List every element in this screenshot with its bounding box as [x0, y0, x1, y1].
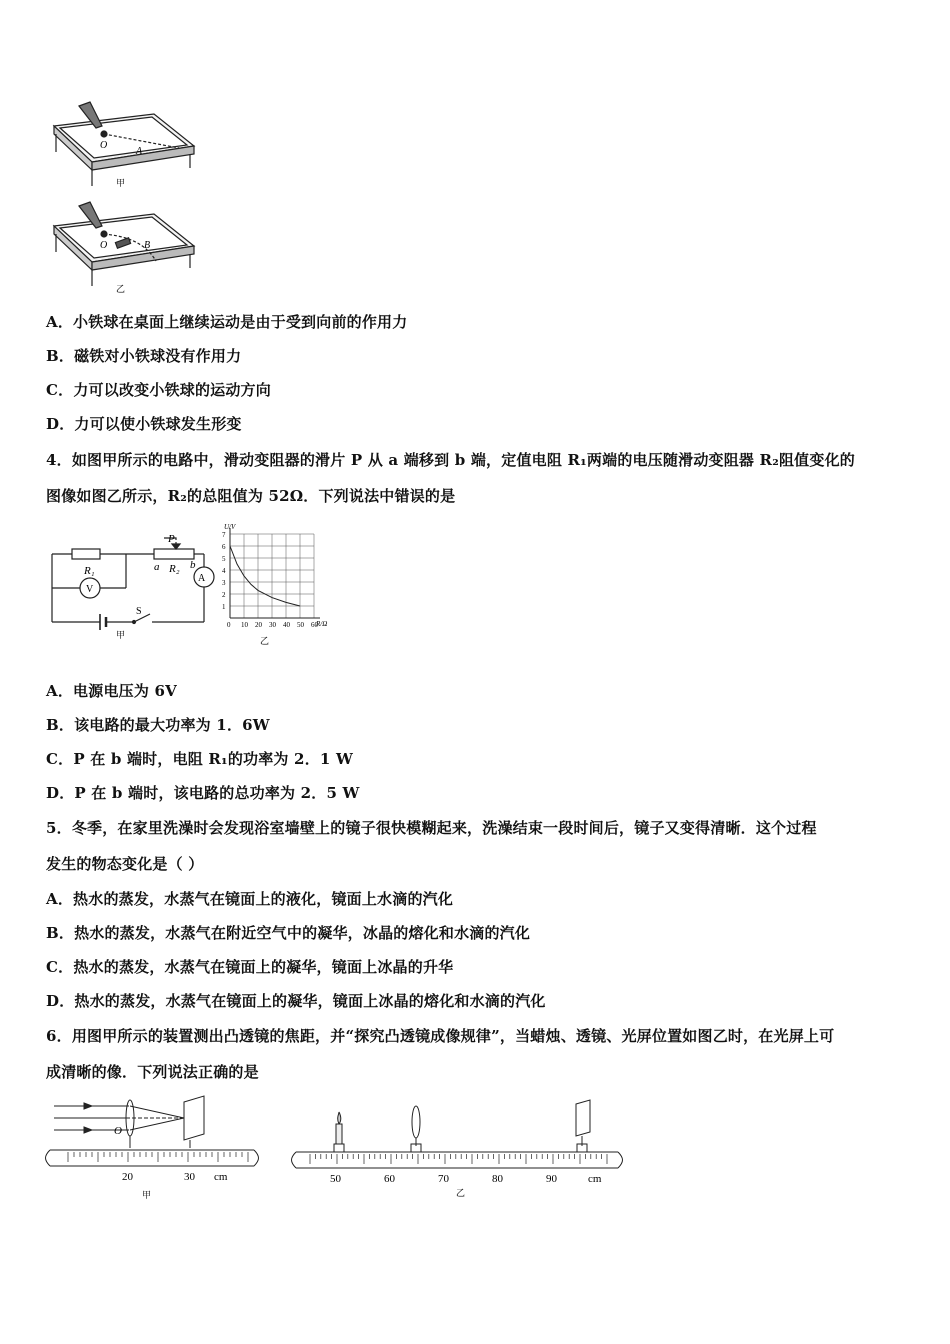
y-tick-label: 4 [222, 567, 226, 575]
point-o-b: O [100, 240, 108, 251]
q3-option-b: B．磁铁对小铁球没有作用力 [46, 347, 242, 365]
focal-length-svg [44, 1094, 264, 1204]
q5-stem-line2: 发生的物态变化是（ ） [46, 855, 204, 873]
table-diagram-svg [44, 96, 204, 296]
q6-figure-a [44, 1094, 264, 1204]
ur-curve [230, 546, 300, 606]
y-tick-label: 2 [222, 591, 226, 599]
x-tick-label: 50 [297, 621, 304, 629]
q4-graph [212, 520, 342, 650]
label-p: P [168, 533, 175, 545]
resistor-r1 [72, 549, 100, 559]
x-tick-label: 0 [227, 621, 231, 629]
y-axis-label: U/V [224, 523, 236, 531]
screen [576, 1100, 590, 1136]
q5-option-a: A．热水的蒸发，水蒸气在镜面上的液化，镜面上水滴的汽化 [46, 890, 454, 908]
table-b [54, 202, 194, 286]
y-tick-label: 5 [222, 555, 226, 563]
q5-stem-line1: 5．冬季，在家里洗澡时会发现浴室墙壁上的镜子很快模糊起来，洗澡结束一段时间后，镜子又变得清晰．这个过程 [46, 819, 817, 837]
q4-option-d: D．P 在 b 端时，该电路的总功率为 2．5 W [46, 784, 360, 802]
q4-option-b: B．该电路的最大功率为 1．6W [46, 716, 270, 734]
x-axis-label: R/Ω [316, 620, 328, 628]
ur-chart-svg [212, 520, 342, 650]
label-b-end: b [190, 559, 196, 571]
y-tick-label: 6 [222, 543, 226, 551]
optical-bench-svg [290, 1094, 630, 1204]
point-b: B [144, 240, 151, 251]
label-voltmeter: V [86, 584, 94, 595]
q4-circuit [44, 530, 224, 645]
rheostat-r2 [154, 549, 194, 559]
candle-flame [338, 1112, 341, 1124]
circuit-caption: 甲 [116, 630, 126, 640]
q5-option-d: D．热水的蒸发，水蒸气在镜面上的凝华，镜面上冰晶的熔化和水滴的汽化 [46, 992, 546, 1010]
q5-option-b: B．热水的蒸发，水蒸气在附近空气中的凝华，冰晶的熔化和水滴的汽化 [46, 924, 531, 942]
q4-option-a: A．电源电压为 6V [46, 682, 177, 700]
x-tick-label: 60 [311, 621, 318, 629]
fig-b-caption: 乙 [456, 1188, 466, 1198]
q4-stem-line2: 图像如图乙所示，R₂的总阻值为 52Ω．下列说法中错误的是 [46, 487, 456, 505]
ruler-b-unit: cm [588, 1173, 602, 1185]
ruler-b-tick-80: 80 [492, 1173, 503, 1185]
ruler-b-tick-90: 90 [546, 1173, 557, 1185]
label-ammeter: A [198, 573, 206, 584]
fig-label-a: 甲 [116, 178, 126, 188]
q6-stem-line2: 成清晰的像．下列说法正确的是 [46, 1063, 259, 1081]
graph-caption: 乙 [260, 636, 270, 646]
label-switch: S [136, 606, 142, 617]
q5-option-c: C．热水的蒸发，水蒸气在镜面上的凝华，镜面上冰晶的升华 [46, 958, 454, 976]
ruler-a-unit: cm [214, 1171, 228, 1183]
label-r2: R₂ [169, 563, 180, 575]
q3-option-c: C．力可以改变小铁球的运动方向 [46, 381, 271, 399]
q6-figure-b [290, 1094, 630, 1204]
lens-center-label: O [114, 1125, 122, 1137]
q3-figure [44, 96, 204, 296]
y-tick-label: 3 [222, 579, 226, 587]
x-tick-label: 30 [269, 621, 276, 629]
ruler-b-tick-50: 50 [330, 1173, 341, 1185]
x-tick-label: 40 [283, 621, 290, 629]
ruler-b-tick-60: 60 [384, 1173, 395, 1185]
circuit-svg [44, 530, 224, 645]
table-a [54, 102, 194, 186]
x-tick-label: 10 [241, 621, 248, 629]
bench-lens [412, 1106, 420, 1138]
q3-option-d: D．力可以使小铁球发生形变 [46, 415, 242, 433]
label-a-end: a [154, 561, 160, 573]
ruler-b-tick-70: 70 [438, 1173, 449, 1185]
ruler-a-tick-20: 20 [122, 1171, 133, 1183]
q4-stem-line1: 4．如图甲所示的电路中，滑动变阻器的滑片 P 从 a 端移到 b 端，定值电阻 R₁两端的电压随滑动变阻器 R₂阻值变化的 [46, 451, 855, 469]
q6-stem-line1: 6．用图甲所示的装置测出凸透镜的焦距，并“探究凸透镜成像规律”，当蜡烛、透镜、光屏位置如图乙时，在光屏上可 [46, 1027, 835, 1045]
y-tick-label: 1 [222, 603, 226, 611]
point-a: A [136, 146, 143, 157]
fig-label-b: 乙 [116, 284, 126, 294]
point-o-a: O [100, 140, 108, 151]
fig-a-caption: 甲 [142, 1190, 152, 1200]
label-r1: R₁ [84, 565, 95, 577]
q4-option-c: C．P 在 b 端时，电阻 R₁的功率为 2．1 W [46, 750, 353, 768]
q3-option-a: A．小铁球在桌面上继续运动是由于受到向前的作用力 [46, 313, 408, 331]
candle [336, 1124, 342, 1144]
y-tick-label: 7 [222, 531, 226, 539]
x-tick-label: 20 [255, 621, 262, 629]
ruler-a-tick-30: 30 [184, 1171, 195, 1183]
